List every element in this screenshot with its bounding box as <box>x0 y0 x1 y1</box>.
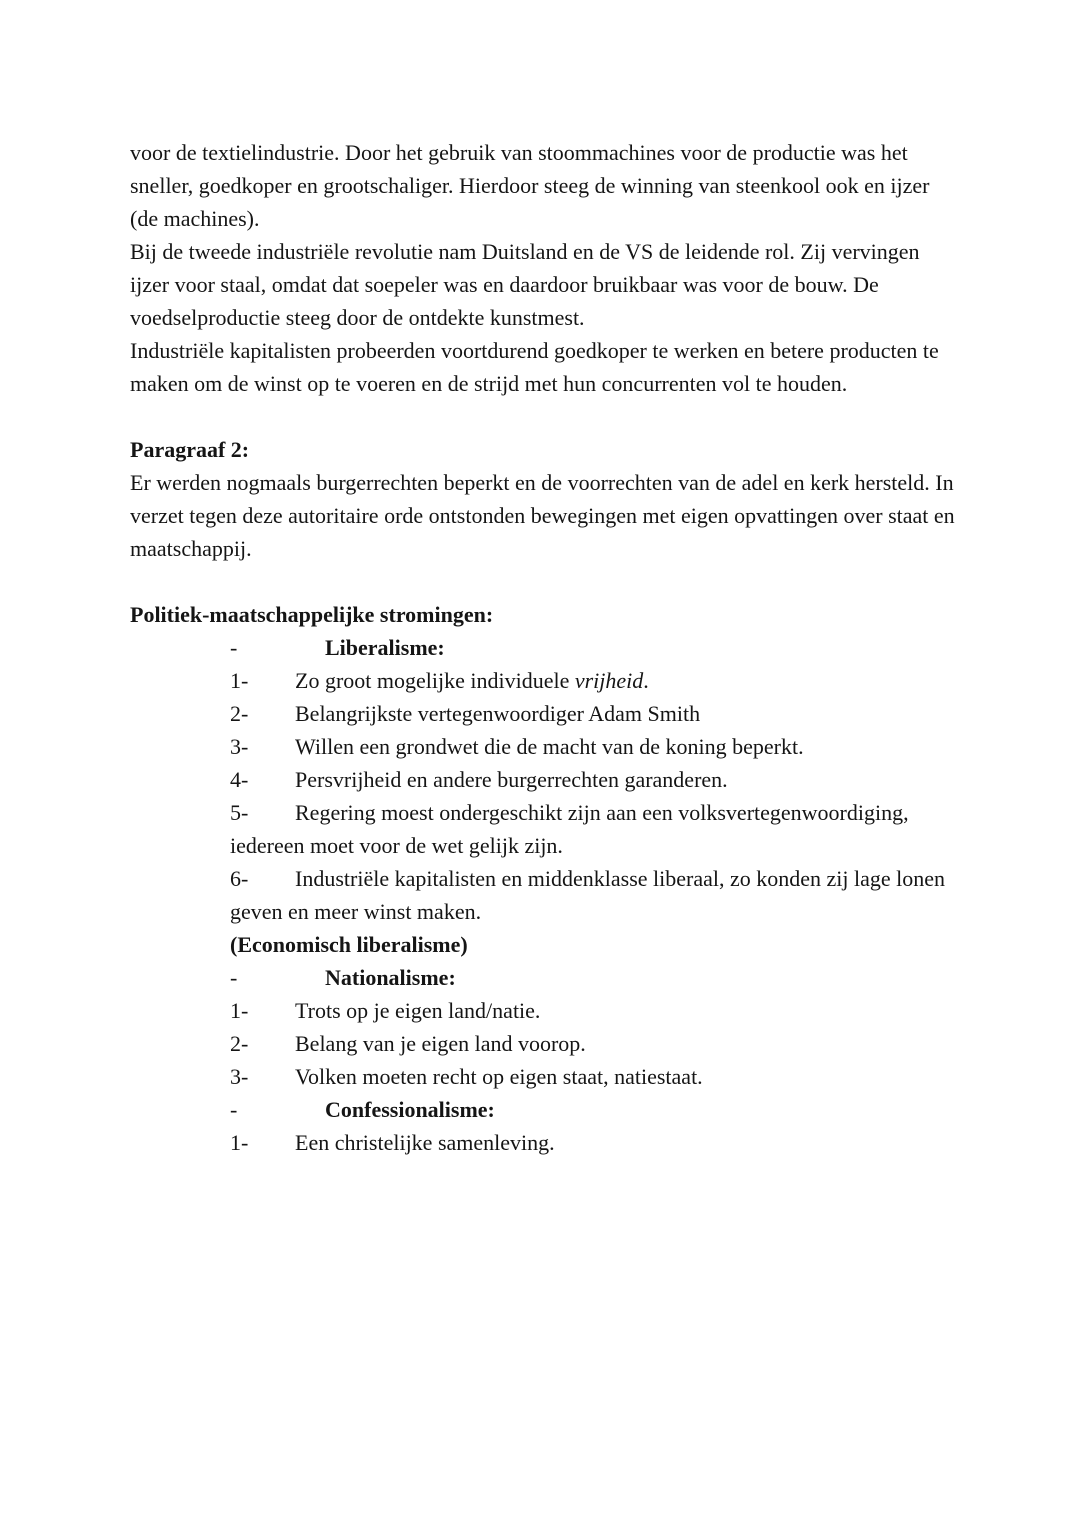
heading-paragraaf-2: Paragraaf 2: <box>130 437 250 462</box>
list-item-text: Een christelijke samenleving. <box>295 1130 555 1155</box>
heading-stromingen: Politiek-maatschappelijke stromingen: <box>130 602 494 627</box>
list-item <box>230 796 958 862</box>
bullet-dash: - <box>230 1097 238 1122</box>
list-item-number: 3- <box>230 1064 249 1089</box>
list-item-number: 3- <box>230 734 249 759</box>
list-item-text: Regering moest ondergeschikt zijn aan een volksvertegenwoordiging, iedereen moet voor de wet gelijk zijn. <box>230 800 909 858</box>
list-item <box>230 763 958 796</box>
list-header-nationalisme <box>230 961 958 994</box>
list-item-number: 2- <box>230 1031 249 1056</box>
list-item <box>230 1126 958 1159</box>
bullet-dash: - <box>230 635 238 660</box>
list-header-liberalisme <box>230 631 958 664</box>
list-item-text: Persvrijheid en andere burgerrechten garanderen. <box>295 767 728 792</box>
list-item-italic: vrijheid <box>574 668 644 693</box>
list-item-number: 6- <box>230 866 249 891</box>
list-item <box>230 697 958 730</box>
list-item-text: Belang van je eigen land voorop. <box>295 1031 586 1056</box>
list-item <box>230 1027 958 1060</box>
list-item <box>230 994 958 1027</box>
bullet-dash: - <box>230 965 238 990</box>
list-item-number: 1- <box>230 668 249 693</box>
list-item-text: Zo groot mogelijke individuele <box>295 668 575 693</box>
list-item <box>230 1060 958 1093</box>
list-item-text: Belangrijkste vertegenwoordiger Adam Smith <box>295 701 701 726</box>
paragraph-paragraaf-2-body: Er werden nogmaals burgerrechten beperkt en de voorrechten van de adel en kerk hersteld. In verzet tegen deze autoritaire orde ontstonden bewegingen met eigen opvattingen over staat en maatschappij. <box>130 470 955 561</box>
list-item-text: Volken moeten recht op eigen staat, natiestaat. <box>295 1064 703 1089</box>
paragraph-industrial-1: voor de textielindustrie. Door het gebruik van stoommachines voor de productie was het sneller, goedkoper en grootschaliger. Hierdoor steeg de winning van steenkool ook en ijzer (de machines). <box>130 140 930 231</box>
list-item-number: 4- <box>230 767 249 792</box>
list-item <box>230 730 958 763</box>
list-item-text: Industriële kapitalisten en middenklasse liberaal, zo konden zij lage lonen geven en meer winst maken. <box>230 866 946 924</box>
list-item <box>230 862 958 928</box>
list-item-text: Trots op je eigen land/natie. <box>295 998 541 1023</box>
paragraph-industrial-3: Industriële kapitalisten probeerden voortdurend goedkoper te werken en betere producten te maken om de winst op te voeren en de strijd met hun concurrenten vol te houden. <box>130 338 939 396</box>
list-item <box>230 664 958 697</box>
list-liberalisme <box>230 631 958 1159</box>
list-title: Confessionalisme: <box>325 1097 495 1122</box>
note-economisch-liberalisme: (Economisch liberalisme) <box>230 932 468 957</box>
list-item-text: . <box>643 668 649 693</box>
list-header-confessionalisme <box>230 1093 958 1126</box>
list-item-text: Willen een grondwet die de macht van de koning beperkt. <box>295 734 804 759</box>
list-item-number: 2- <box>230 701 249 726</box>
list-title: Nationalisme: <box>325 965 456 990</box>
list-item-number: 1- <box>230 998 249 1023</box>
list-title: Liberalisme: <box>325 635 445 660</box>
paragraph-industrial-2: Bij de tweede industriële revolutie nam Duitsland en de VS de leidende rol. Zij vervingen ijzer voor staal, omdat dat soepeler was en daardoor bruikbaar was voor de bouw. De voedselproductie steeg door de ontdekte kunstmest. <box>130 239 920 330</box>
list-item-number: 1- <box>230 1130 249 1155</box>
list-item-number: 5- <box>230 800 249 825</box>
